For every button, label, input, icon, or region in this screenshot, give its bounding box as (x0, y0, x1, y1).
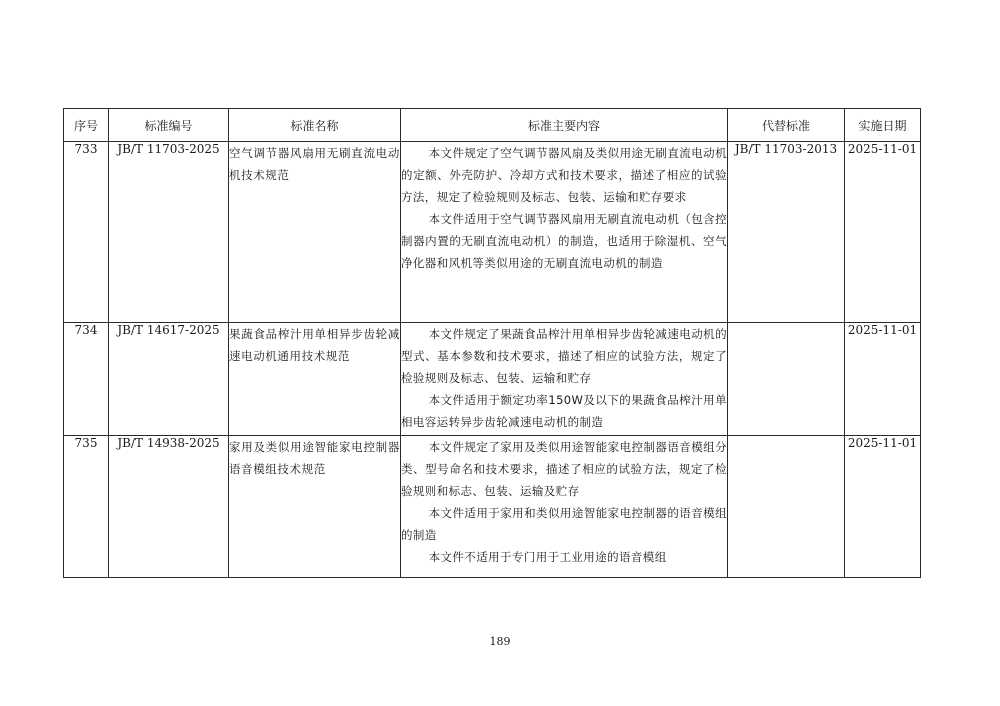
row-standard-code: JB/T 14617-2025 (109, 323, 229, 436)
content-paragraph: 本文件规定了果蔬食品榨汁用单相异步齿轮减速电动机的型式、基本参数和技术要求，描述了相应的试验方法，规定了检验规则及标志、包装、运输和贮存 (401, 327, 727, 385)
content-paragraph: 本文件规定了家用及类似用途智能家电控制器语音模组分类、型号命名和技术要求，描述了相应的试验方法，规定了检验规则和标志、包装、运输及贮存 (401, 440, 727, 498)
row-replaces (728, 323, 845, 436)
row-standard-code: JB/T 14938-2025 (109, 436, 229, 578)
content-paragraph: 本文件不适用于专门用于工业用途的语音模组 (428, 550, 667, 564)
header-code: 标准编号 (109, 109, 229, 142)
row-effective-date: 2025-11-01 (845, 323, 921, 436)
row-content (401, 142, 728, 323)
row-standard-code: JB/T 11703-2025 (109, 142, 229, 323)
header-replaces: 代替标准 (728, 109, 845, 142)
row-standard-name: 空气调节器风扇用无刷直流电动机技术规范 (229, 142, 401, 323)
page-number: 189 (489, 635, 511, 648)
row-seq: 735 (64, 436, 109, 578)
header-name: 标准名称 (229, 109, 401, 142)
row-standard-name: 果蔬食品榨汁用单相异步齿轮减速电动机通用技术规范 (229, 323, 401, 436)
row-effective-date: 2025-11-01 (845, 436, 921, 578)
table-header-row (64, 109, 921, 142)
table-row (64, 323, 921, 436)
content-paragraph: 本文件规定了空气调节器风扇及类似用途无刷直流电动机的定额、外壳防护、冷却方式和技术要求，描述了相应的试验方法，规定了检验规则及标志、包装、运输和贮存要求 (401, 146, 727, 204)
table-row (64, 436, 921, 578)
header-seq: 序号 (64, 109, 109, 142)
table-row (64, 142, 921, 323)
row-replaces (728, 436, 845, 578)
row-replaces: JB/T 11703-2013 (728, 142, 845, 323)
standards-table (63, 108, 921, 578)
row-effective-date: 2025-11-01 (845, 142, 921, 323)
row-content (401, 436, 728, 578)
content-paragraph: 本文件适用于家用和类似用途智能家电控制器的语音模组的制造 (401, 506, 727, 542)
content-paragraph: 本文件适用于额定功率150W及以下的果蔬食品榨汁用单相电容运转异步齿轮减速电动机的制造 (401, 393, 727, 429)
row-seq: 734 (64, 323, 109, 436)
row-standard-name: 家用及类似用途智能家电控制器 语音模组技术规范 (229, 436, 401, 578)
row-seq: 733 (64, 142, 109, 323)
header-content: 标准主要内容 (401, 109, 728, 142)
content-paragraph: 本文件适用于空气调节器风扇用无刷直流电动机（包含控制器内置的无刷直流电动机）的制造，也适用于除湿机、空气净化器和风机等类似用途的无刷直流电动机的制造 (401, 212, 727, 270)
row-content (401, 323, 728, 436)
header-date: 实施日期 (845, 109, 921, 142)
